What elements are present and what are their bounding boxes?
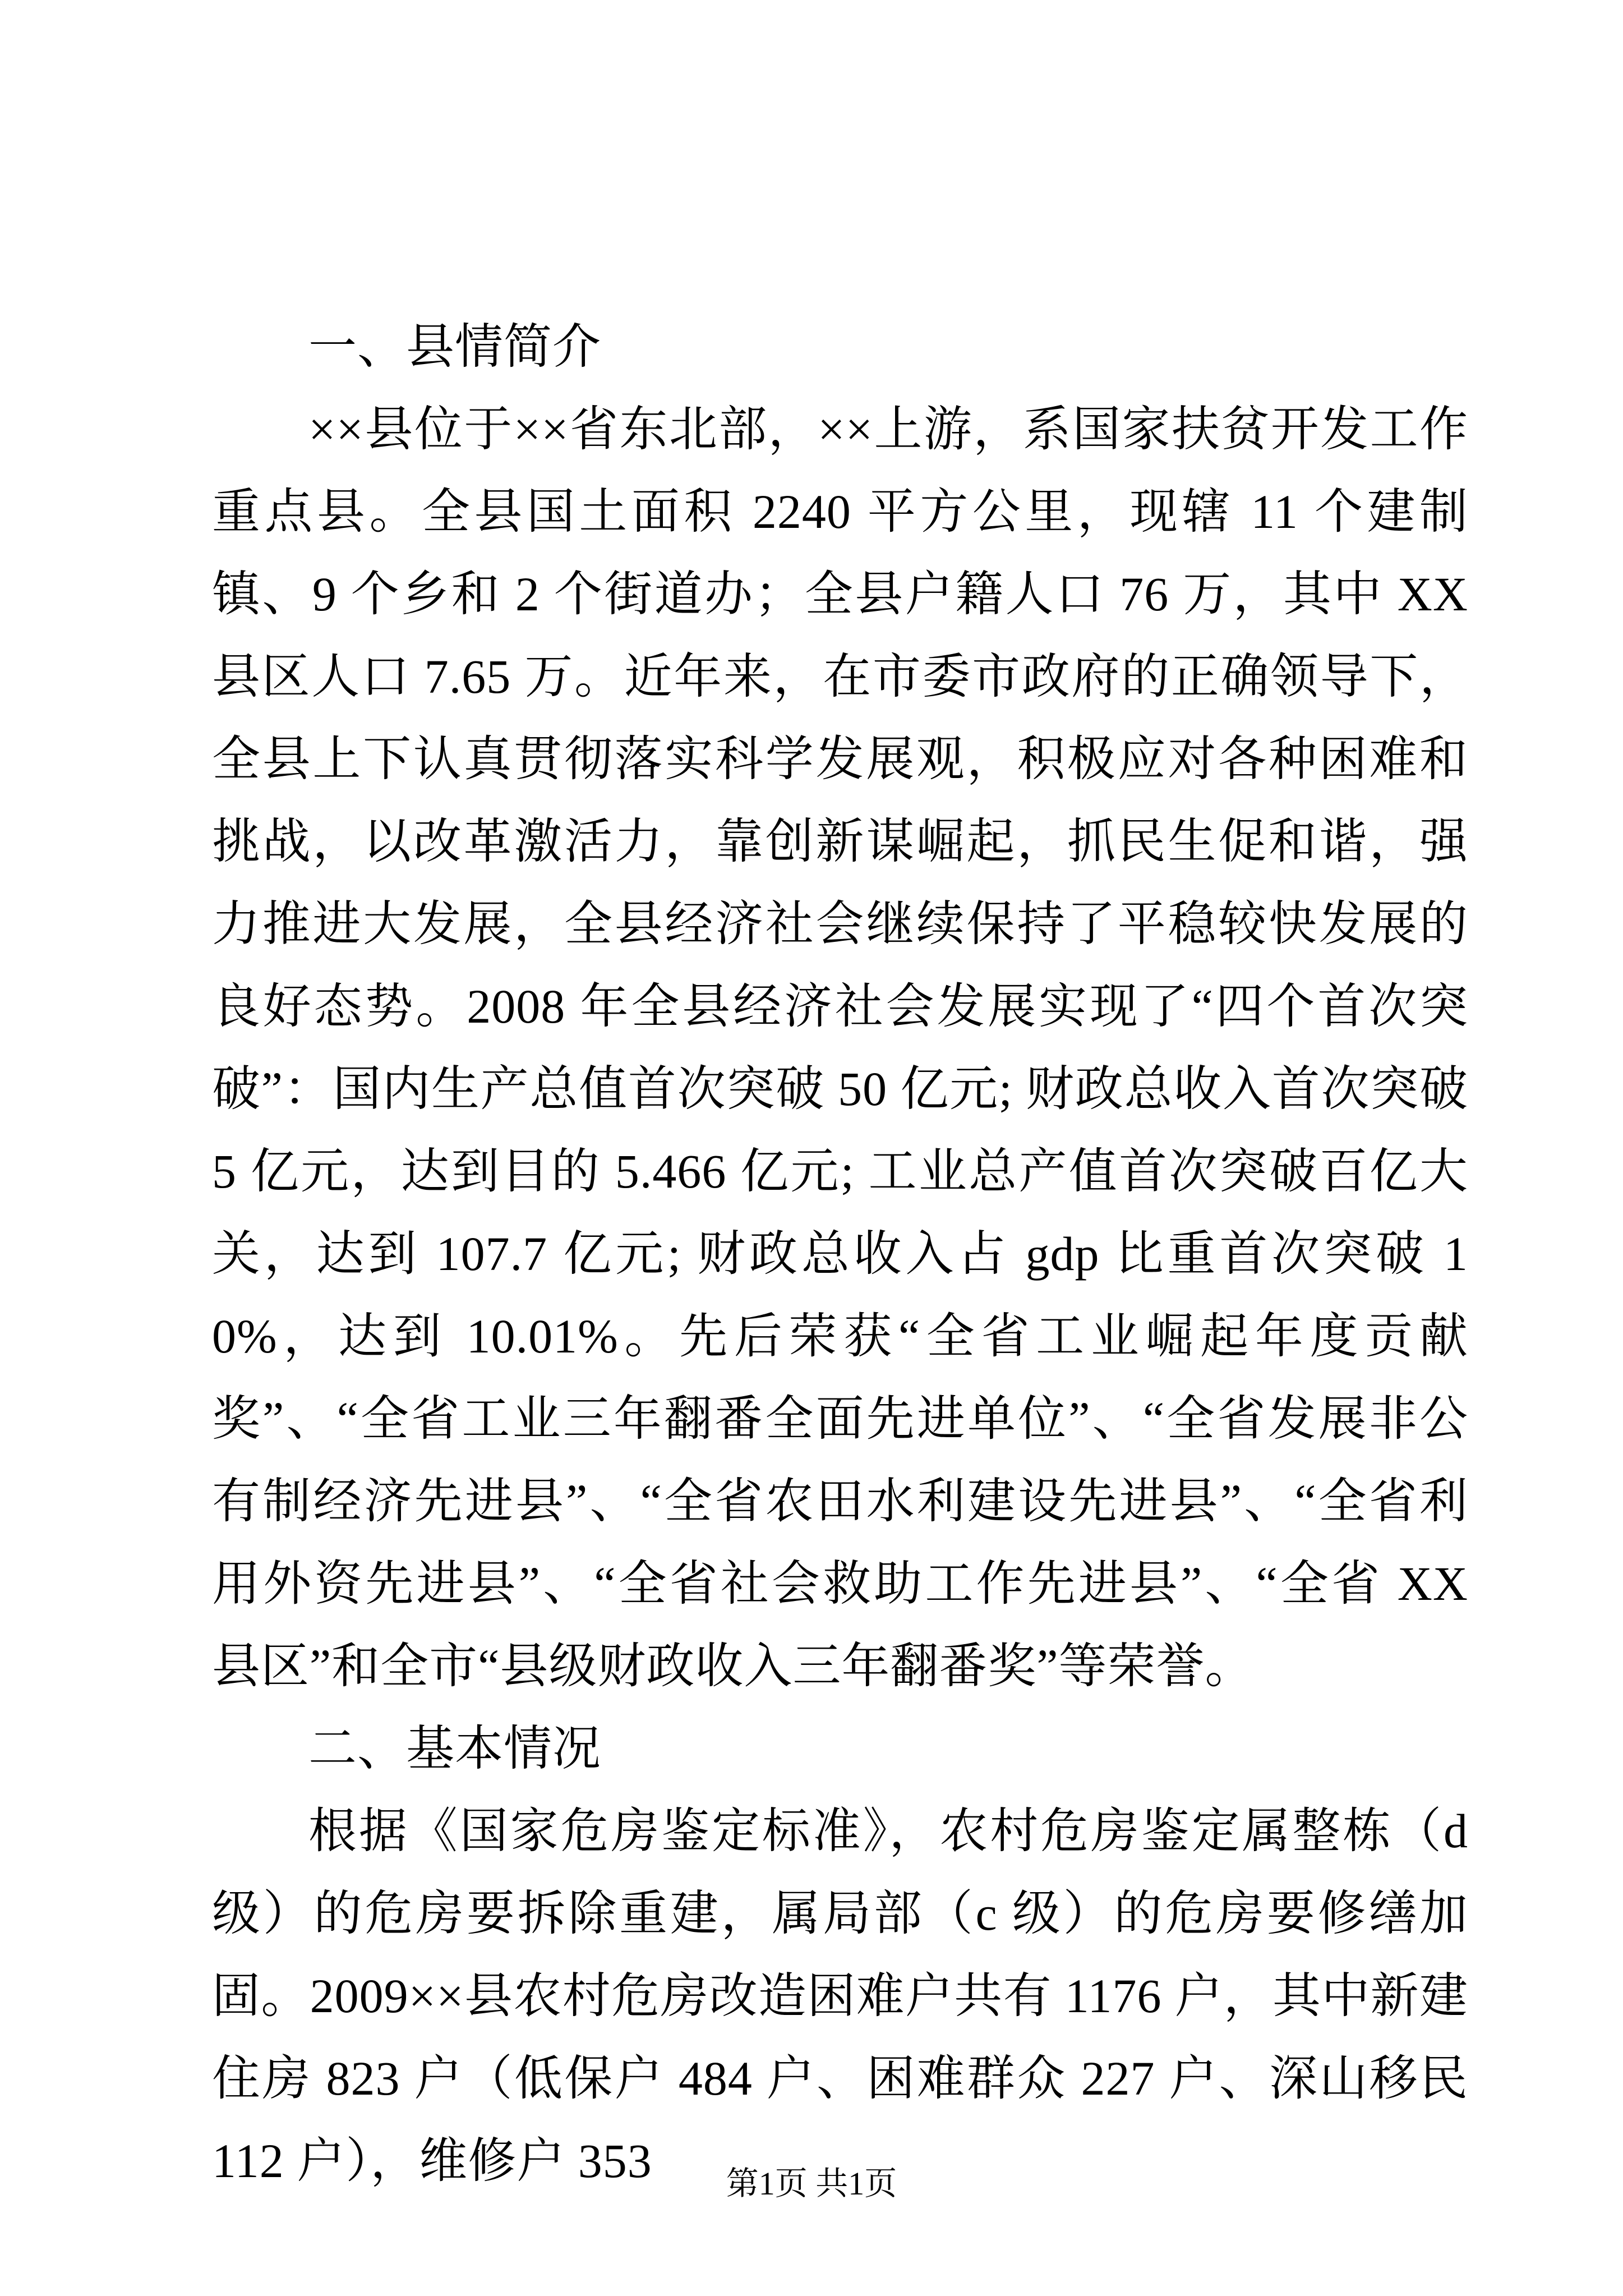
- section-heading-basic-situation: 二、基本情况: [308, 1722, 601, 1775]
- page-number-label: 第1页 共1页: [726, 2165, 897, 2202]
- paragraph-county-overview: ××县位于××省东北部，××上游，系国家扶贫开发工作重点县。全县国土面积 2240 平方公里，现辖 11 个建制镇、9 个乡和 2 个街道办；全县户籍人口 76 万，其中 XX 县区人口 7.65 万。近年来，在市委市政府的正确领导下，全县上下认真贯彻落实科学发展观，积极应对各种困难和挑战，以改革激活力，靠创新谋崛起，抓民生促和谐，强力推进大发展，全县经济社会继续保持了平稳较快发展的良好态势。2008 年全县经济社会发展实现了“四个首次突破”：国内生产总值首次突破 50 亿元; 财政总收入首次突破 5 亿元，达到目的 5.466 亿元; 工业总产值首次突破百亿大关，达到 107.7 亿元; 财政总收入占 gdp 比重首次突破 10%，达到 10.01%。先后荣获“全省工业崛起年度贡献奖”、“全省工业三年翻番全面先进单位”、“全省发展非公有制经济先进县”、“全省农田水利建设先进县”、“全省利用外资先进县”、“全省社会救助工作先进县”、“全省 XX 县区”和全市“县级财政收入三年翻番奖”等荣誉。: [212, 402, 1468, 1693]
- section-heading-county-overview: 一、县情简介: [308, 320, 601, 374]
- page-footer: [0, 2164, 1623, 2203]
- paragraph-basic-situation: 根据《国家危房鉴定标准》，农村危房鉴定属整栋（d 级）的危房要拆除重建，属局部（c 级）的危房要修缮加固。2009××县农村危房改造困难户共有 1176 户，其中新建住房 823 户（低保户 484 户、困难群众 227 户、深山移民 112 户），维修户 353: [212, 1804, 1468, 2188]
- document-body: [212, 306, 1468, 2202]
